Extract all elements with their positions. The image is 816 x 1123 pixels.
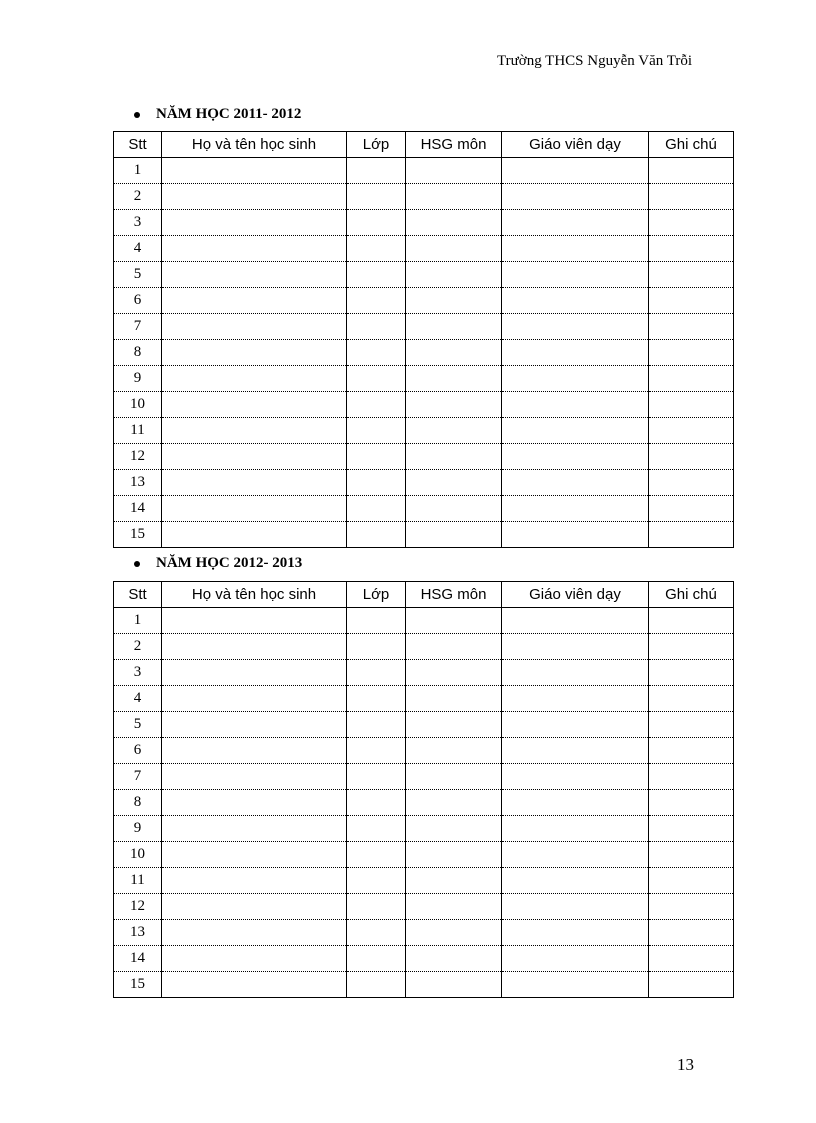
bullet-icon (134, 112, 140, 118)
student-name-cell (162, 894, 347, 920)
note-cell (649, 340, 734, 366)
table-row (114, 868, 734, 894)
subject-cell (406, 738, 502, 764)
student-name-cell (162, 158, 347, 184)
teacher-cell (502, 712, 649, 738)
table-row (114, 920, 734, 946)
student-name-cell (162, 340, 347, 366)
teacher-cell (502, 236, 649, 262)
student-name-cell (162, 522, 347, 548)
column-header-student-name: Họ và tên học sinh (162, 582, 347, 608)
student-name-cell (162, 712, 347, 738)
table-row (114, 894, 734, 920)
table-row (114, 496, 734, 522)
student-name-cell (162, 660, 347, 686)
teacher-cell (502, 366, 649, 392)
note-cell (649, 418, 734, 444)
subject-cell (406, 158, 502, 184)
note-cell (649, 314, 734, 340)
stt-cell: 7 (114, 314, 162, 340)
subject-cell (406, 972, 502, 998)
stt-cell: 4 (114, 686, 162, 712)
subject-cell (406, 340, 502, 366)
stt-cell: 13 (114, 470, 162, 496)
stt-cell: 6 (114, 288, 162, 314)
teacher-cell (502, 946, 649, 972)
student-name-cell (162, 842, 347, 868)
column-header-stt: Stt (114, 582, 162, 608)
note-cell (649, 920, 734, 946)
class-cell (347, 608, 406, 634)
subject-cell (406, 210, 502, 236)
column-header-class: Lớp (347, 582, 406, 608)
column-header-subject: HSG môn (406, 132, 502, 158)
teacher-cell (502, 738, 649, 764)
subject-cell (406, 868, 502, 894)
table-row (114, 842, 734, 868)
note-cell (649, 634, 734, 660)
teacher-cell (502, 210, 649, 236)
stt-cell: 8 (114, 340, 162, 366)
note-cell (649, 712, 734, 738)
roster-table-2011 (113, 131, 734, 548)
class-cell (347, 314, 406, 340)
class-cell (347, 288, 406, 314)
student-name-cell (162, 946, 347, 972)
table-row (114, 470, 734, 496)
table-header-row (114, 132, 734, 158)
subject-cell (406, 236, 502, 262)
subject-cell (406, 842, 502, 868)
note-cell (649, 790, 734, 816)
table-row (114, 366, 734, 392)
note-cell (649, 946, 734, 972)
stt-cell: 7 (114, 764, 162, 790)
subject-cell (406, 712, 502, 738)
table-row (114, 790, 734, 816)
class-cell (347, 470, 406, 496)
student-name-cell (162, 236, 347, 262)
student-name-cell (162, 608, 347, 634)
note-cell (649, 738, 734, 764)
subject-cell (406, 946, 502, 972)
student-name-cell (162, 868, 347, 894)
note-cell (649, 496, 734, 522)
teacher-cell (502, 764, 649, 790)
note-cell (649, 764, 734, 790)
class-cell (347, 392, 406, 418)
stt-cell: 15 (114, 972, 162, 998)
student-name-cell (162, 288, 347, 314)
note-cell (649, 444, 734, 470)
table-header-row (114, 582, 734, 608)
class-cell (347, 790, 406, 816)
class-cell (347, 712, 406, 738)
stt-cell: 12 (114, 894, 162, 920)
teacher-cell (502, 522, 649, 548)
class-cell (347, 418, 406, 444)
teacher-cell (502, 660, 649, 686)
student-name-cell (162, 816, 347, 842)
student-name-cell (162, 210, 347, 236)
stt-cell: 11 (114, 868, 162, 894)
class-cell (347, 738, 406, 764)
class-cell (347, 868, 406, 894)
student-name-cell (162, 790, 347, 816)
table-row (114, 522, 734, 548)
column-header-teacher: Giáo viên dạy (502, 582, 649, 608)
table-row (114, 418, 734, 444)
class-cell (347, 816, 406, 842)
teacher-cell (502, 262, 649, 288)
teacher-cell (502, 444, 649, 470)
table-row (114, 764, 734, 790)
subject-cell (406, 634, 502, 660)
student-name-cell (162, 496, 347, 522)
subject-cell (406, 314, 502, 340)
note-cell (649, 608, 734, 634)
class-cell (347, 894, 406, 920)
note-cell (649, 210, 734, 236)
student-name-cell (162, 738, 347, 764)
stt-cell: 11 (114, 418, 162, 444)
teacher-cell (502, 184, 649, 210)
student-name-cell (162, 392, 347, 418)
note-cell (649, 816, 734, 842)
note-cell (649, 660, 734, 686)
class-cell (347, 262, 406, 288)
teacher-cell (502, 920, 649, 946)
class-cell (347, 764, 406, 790)
stt-cell: 3 (114, 660, 162, 686)
subject-cell (406, 920, 502, 946)
subject-cell (406, 496, 502, 522)
table-row (114, 634, 734, 660)
teacher-cell (502, 686, 649, 712)
section-title-text: NĂM HỌC 2012- 2013 (156, 555, 303, 571)
student-name-cell (162, 972, 347, 998)
teacher-cell (502, 496, 649, 522)
subject-cell (406, 660, 502, 686)
class-cell (347, 366, 406, 392)
note-cell (649, 236, 734, 262)
student-name-cell (162, 418, 347, 444)
subject-cell (406, 894, 502, 920)
subject-cell (406, 470, 502, 496)
note-cell (649, 288, 734, 314)
note-cell (649, 522, 734, 548)
class-cell (347, 158, 406, 184)
teacher-cell (502, 392, 649, 418)
teacher-cell (502, 894, 649, 920)
stt-cell: 12 (114, 444, 162, 470)
stt-cell: 15 (114, 522, 162, 548)
table-row (114, 210, 734, 236)
student-name-cell (162, 686, 347, 712)
stt-cell: 9 (114, 366, 162, 392)
roster-table-2012 (113, 581, 734, 998)
note-cell (649, 470, 734, 496)
student-name-cell (162, 634, 347, 660)
section-title-text: NĂM HỌC 2011- 2012 (156, 106, 302, 122)
student-name-cell (162, 470, 347, 496)
class-cell (347, 496, 406, 522)
subject-cell (406, 392, 502, 418)
subject-cell (406, 790, 502, 816)
table-row (114, 262, 734, 288)
table-row (114, 972, 734, 998)
column-header-stt: Stt (114, 132, 162, 158)
teacher-cell (502, 340, 649, 366)
subject-cell (406, 816, 502, 842)
table-row (114, 946, 734, 972)
teacher-cell (502, 608, 649, 634)
class-cell (347, 444, 406, 470)
teacher-cell (502, 470, 649, 496)
subject-cell (406, 184, 502, 210)
stt-cell: 3 (114, 210, 162, 236)
teacher-cell (502, 288, 649, 314)
table-row (114, 158, 734, 184)
class-cell (347, 660, 406, 686)
student-name-cell (162, 262, 347, 288)
table-row (114, 314, 734, 340)
student-name-cell (162, 920, 347, 946)
column-header-subject: HSG môn (406, 582, 502, 608)
subject-cell (406, 686, 502, 712)
subject-cell (406, 522, 502, 548)
student-name-cell (162, 444, 347, 470)
note-cell (649, 262, 734, 288)
stt-cell: 9 (114, 816, 162, 842)
stt-cell: 4 (114, 236, 162, 262)
class-cell (347, 340, 406, 366)
table-row (114, 288, 734, 314)
column-header-teacher: Giáo viên dạy (502, 132, 649, 158)
stt-cell: 1 (114, 608, 162, 634)
note-cell (649, 392, 734, 418)
column-header-note: Ghi chú (649, 132, 734, 158)
class-cell (347, 920, 406, 946)
table-row (114, 340, 734, 366)
page-number: 13 (677, 1055, 694, 1074)
subject-cell (406, 288, 502, 314)
table-row (114, 816, 734, 842)
class-cell (347, 634, 406, 660)
stt-cell: 10 (114, 392, 162, 418)
note-cell (649, 686, 734, 712)
class-cell (347, 946, 406, 972)
note-cell (649, 184, 734, 210)
table-row (114, 444, 734, 470)
subject-cell (406, 418, 502, 444)
teacher-cell (502, 418, 649, 444)
table-row (114, 392, 734, 418)
note-cell (649, 972, 734, 998)
subject-cell (406, 262, 502, 288)
teacher-cell (502, 790, 649, 816)
teacher-cell (502, 634, 649, 660)
note-cell (649, 842, 734, 868)
table-row (114, 738, 734, 764)
class-cell (347, 686, 406, 712)
table-row (114, 712, 734, 738)
stt-cell: 5 (114, 712, 162, 738)
header-school-name: Trường THCS Nguyễn Văn Trỗi (497, 53, 692, 69)
teacher-cell (502, 972, 649, 998)
class-cell (347, 842, 406, 868)
stt-cell: 14 (114, 946, 162, 972)
class-cell (347, 184, 406, 210)
student-name-cell (162, 314, 347, 340)
stt-cell: 6 (114, 738, 162, 764)
stt-cell: 1 (114, 158, 162, 184)
column-header-note: Ghi chú (649, 582, 734, 608)
note-cell (649, 868, 734, 894)
subject-cell (406, 608, 502, 634)
table-row (114, 236, 734, 262)
table-row (114, 660, 734, 686)
subject-cell (406, 366, 502, 392)
class-cell (347, 210, 406, 236)
student-name-cell (162, 764, 347, 790)
class-cell (347, 972, 406, 998)
subject-cell (406, 764, 502, 790)
stt-cell: 2 (114, 634, 162, 660)
stt-cell: 14 (114, 496, 162, 522)
note-cell (649, 366, 734, 392)
teacher-cell (502, 314, 649, 340)
stt-cell: 13 (114, 920, 162, 946)
note-cell (649, 158, 734, 184)
teacher-cell (502, 842, 649, 868)
table-row (114, 184, 734, 210)
teacher-cell (502, 158, 649, 184)
stt-cell: 2 (114, 184, 162, 210)
table-row (114, 608, 734, 634)
teacher-cell (502, 816, 649, 842)
subject-cell (406, 444, 502, 470)
stt-cell: 10 (114, 842, 162, 868)
column-header-class: Lớp (347, 132, 406, 158)
section-title-2011 (134, 106, 301, 123)
stt-cell: 5 (114, 262, 162, 288)
note-cell (649, 894, 734, 920)
class-cell (347, 236, 406, 262)
class-cell (347, 522, 406, 548)
teacher-cell (502, 868, 649, 894)
student-name-cell (162, 184, 347, 210)
table-row (114, 686, 734, 712)
section-title-2012 (134, 555, 302, 572)
stt-cell: 8 (114, 790, 162, 816)
column-header-student-name: Họ và tên học sinh (162, 132, 347, 158)
student-name-cell (162, 366, 347, 392)
bullet-icon (134, 561, 140, 567)
